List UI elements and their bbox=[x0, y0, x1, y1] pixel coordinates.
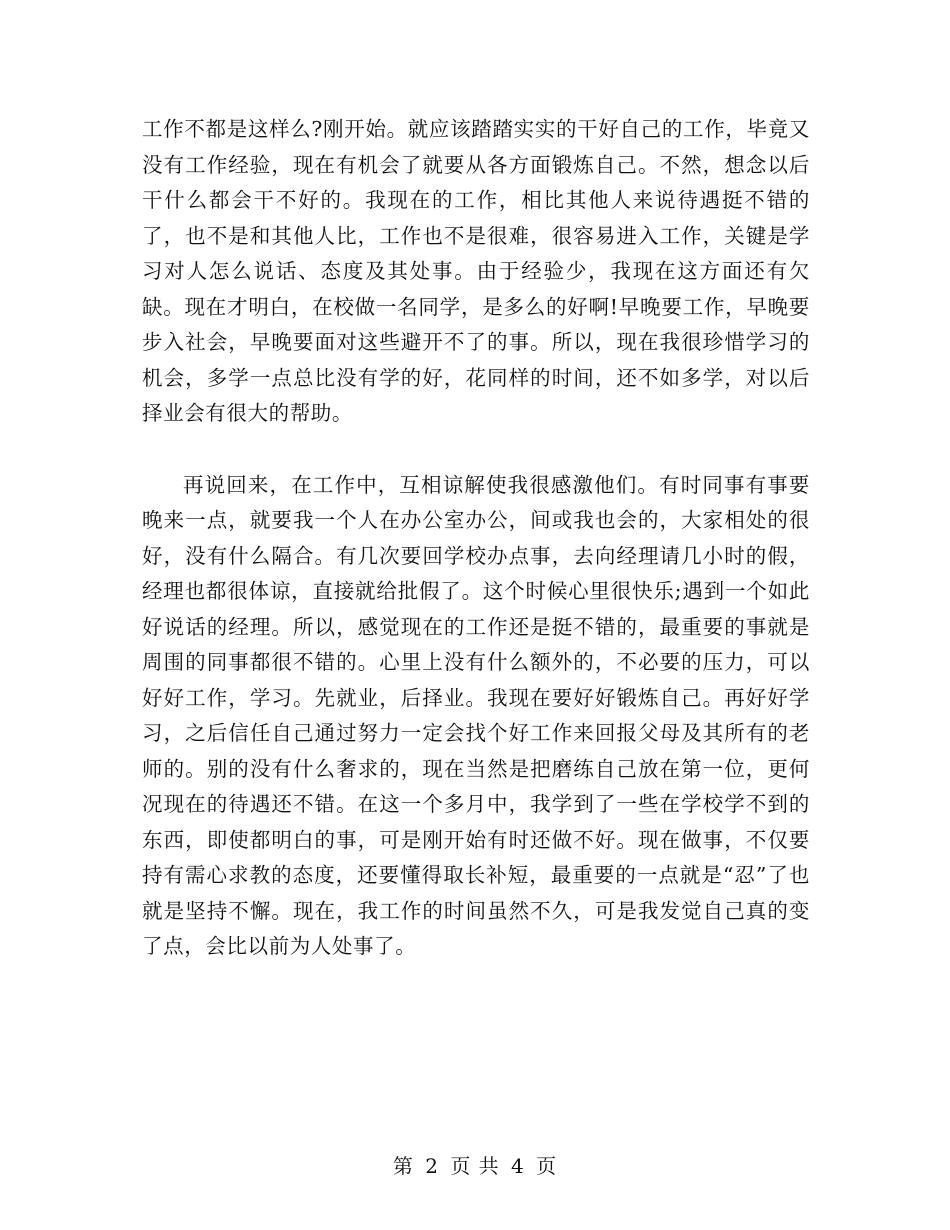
document-body bbox=[142, 112, 810, 965]
page-footer bbox=[0, 1150, 950, 1179]
page-label-suffix: 页 bbox=[536, 1154, 558, 1178]
current-page-number: 2 bbox=[425, 1154, 439, 1178]
total-page-count: 4 bbox=[511, 1154, 525, 1178]
page-label-mid: 页 共 bbox=[450, 1154, 500, 1178]
paragraph-continued: 工作不都是这样么?刚开始。就应该踏踏实实的干好自己的工作，毕竟又没有工作经验，现在有机会了就要从各方面锻炼自己。不然，想念以后干什么都会干不好的。我现在的工作，相比其他人来说待遇挺不错的了，也不是和其他人比，工作也不是很难，很容易进入工作，关键是学习对人怎么说话、态度及其处事。由于经验少，我现在这方面还有欠缺。现在才明白，在校做一名同学，是多么的好啊!早晚要工作，早晚要步入社会，早晚要面对这些避开不了的事。所以，现在我很珍惜学习的机会，多学一点总比没有学的好，花同样的时间，还不如多学，对以后择业会有很大的帮助。 bbox=[142, 117, 810, 425]
page-label-prefix: 第 bbox=[392, 1154, 414, 1178]
paragraph-colleagues: 再说回来，在工作中，互相谅解使我很感激他们。有时同事有事要晚来一点，就要我一个人在办公室办公，间或我也会的，大家相处的很好，没有什么隔合。有几次要回学校办点事，去向经理请几小时的假，经理也都很体谅，直接就给批假了。这个时候心里很快乐;遇到一个如此好说话的经理。所以，感觉现在的工作还是挺不错的，最重要的事就是周围的同事都很不错的。心里上没有什么额外的，不必要的压力，可以好好工作，学习。先就业，后择业。我现在要好好锻炼自己。再好好学习，之后信任自己通过努力一定会找个好工作来回报父母及其所有的老师的。别的没有什么奢求的，现在当然是把磨练自己放在第一位，更何况现在的待遇还不错。在这一个多月中，我学到了一些在学校学不到的东西，即使都明白的事，可是刚开始有时还做不好。现在做事，不仅要持有需心求教的态度，还要懂得取长补短，最重要的一点就是“忍”了也就是坚持不懈。现在，我工作的时间虽然不久，可是我发觉自己真的变了点，会比以前为人处事了。 bbox=[142, 472, 810, 958]
